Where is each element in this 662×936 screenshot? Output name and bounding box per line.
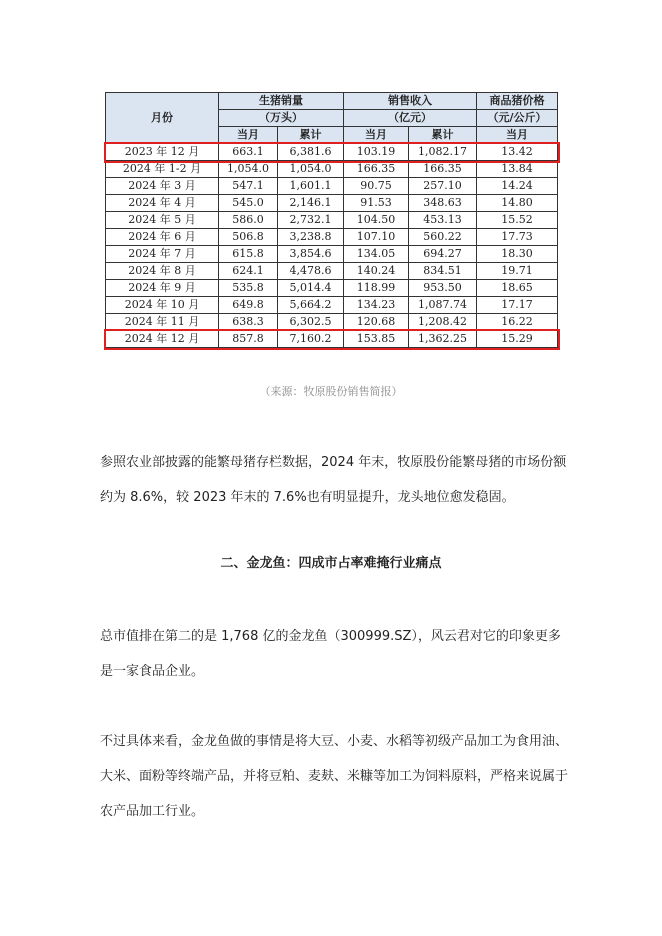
table-cell: 2024 年 4 月: [106, 195, 219, 212]
table-cell: 15.29: [477, 331, 558, 348]
table-cell: 13.42: [477, 144, 558, 161]
header-month: 月份: [106, 93, 219, 144]
header-cum: 累计: [278, 127, 344, 144]
table-row: [106, 161, 558, 178]
table-cell: 2024 年 6 月: [106, 229, 219, 246]
table-cell: 2024 年 1-2 月: [106, 161, 219, 178]
table-cell: 694.27: [409, 246, 477, 263]
table-cell: 649.8: [219, 297, 278, 314]
table-cell: 834.51: [409, 263, 477, 280]
header-cur: 当月: [477, 127, 558, 144]
table-cell: 1,601.1: [278, 178, 344, 195]
table-cell: 19.71: [477, 263, 558, 280]
table-cell: 2023 年 12 月: [106, 144, 219, 161]
table-cell: 545.0: [219, 195, 278, 212]
table-cell: 2,146.1: [278, 195, 344, 212]
table-cell: 16.22: [477, 314, 558, 331]
table-cell: 3,854.6: [278, 246, 344, 263]
table-cell: 586.0: [219, 212, 278, 229]
paragraph: 参照农业部披露的能繁母猪存栏数据，2024 年末，牧原股份能繁母猪的市场份额约为 8.6%，较 2023 年末的 7.6%也有明显提升，龙头地位愈发稳固。: [100, 455, 567, 505]
table-cell: 17.17: [477, 297, 558, 314]
table-cell: 153.85: [344, 331, 409, 348]
table-cell: 15.52: [477, 212, 558, 229]
table-cell: 14.80: [477, 195, 558, 212]
table-row: [106, 195, 558, 212]
table-cell: 134.05: [344, 246, 409, 263]
table-row: [106, 331, 558, 348]
table-cell: 3,238.8: [278, 229, 344, 246]
table-cell: 166.35: [344, 161, 409, 178]
table-cell: 2024 年 12 月: [106, 331, 219, 348]
table-cell: 4,478.6: [278, 263, 344, 280]
table-cell: 2024 年 9 月: [106, 280, 219, 297]
table-cell: 1,054.0: [278, 161, 344, 178]
table-cell: 663.1: [219, 144, 278, 161]
table-row: [106, 280, 558, 297]
table-cell: 2024 年 10 月: [106, 297, 219, 314]
header-revenue-unit: （亿元）: [344, 110, 477, 127]
table-cell: 107.10: [344, 229, 409, 246]
table-cell: 140.24: [344, 263, 409, 280]
table-cell: 90.75: [344, 178, 409, 195]
table-cell: 18.65: [477, 280, 558, 297]
table-cell: 535.8: [219, 280, 278, 297]
table-cell: 615.8: [219, 246, 278, 263]
table-cell: 2,732.1: [278, 212, 344, 229]
table-cell: 953.50: [409, 280, 477, 297]
table-row: [106, 297, 558, 314]
header-cur: 当月: [344, 127, 409, 144]
paragraph: 总市值排在第二的是 1,768 亿的金龙鱼（300999.SZ），风云君对它的印象更多是一家食品企业。: [100, 629, 561, 679]
table-cell: 91.53: [344, 195, 409, 212]
table-cell: 2024 年 5 月: [106, 212, 219, 229]
table-cell: 6,302.5: [278, 314, 344, 331]
table-cell: 857.8: [219, 331, 278, 348]
table-cell: 5,014.4: [278, 280, 344, 297]
table-row: [106, 178, 558, 195]
table-row: [106, 263, 558, 280]
table-cell: 638.3: [219, 314, 278, 331]
table-cell: 17.73: [477, 229, 558, 246]
table-cell: 104.50: [344, 212, 409, 229]
table-cell: 5,664.2: [278, 297, 344, 314]
table-cell: 120.68: [344, 314, 409, 331]
table-caption: （来源：牧原股份销售简报）: [259, 385, 403, 398]
table-cell: 134.23: [344, 297, 409, 314]
table-cell: 118.99: [344, 280, 409, 297]
table-cell: 2024 年 7 月: [106, 246, 219, 263]
table-cell: 1,054.0: [219, 161, 278, 178]
table-cell: 547.1: [219, 178, 278, 195]
table-cell: 6,381.6: [278, 144, 344, 161]
table-row: [106, 212, 558, 229]
sales-table: [105, 92, 558, 348]
table-row: [106, 314, 558, 331]
table-cell: 348.63: [409, 195, 477, 212]
section-heading: 二、金龙鱼：四成市占率难掩行业痛点: [220, 556, 442, 571]
table-cell: 13.84: [477, 161, 558, 178]
header-revenue: 销售收入: [344, 93, 477, 110]
table-cell: 1,362.25: [409, 331, 477, 348]
table-cell: 7,160.2: [278, 331, 344, 348]
table-row: [106, 229, 558, 246]
table-row: [106, 144, 558, 161]
table-cell: 166.35: [409, 161, 477, 178]
table-cell: 2024 年 3 月: [106, 178, 219, 195]
table-cell: 560.22: [409, 229, 477, 246]
table-cell: 14.24: [477, 178, 558, 195]
header-volume: 生猪销量: [219, 93, 344, 110]
table-cell: 257.10: [409, 178, 477, 195]
table-cell: 1,082.17: [409, 144, 477, 161]
table-cell: 18.30: [477, 246, 558, 263]
paragraph: 不过具体来看，金龙鱼做的事情是将大豆、小麦、水稻等初级产品加工为食用油、大米、面粉等终端产品，并将豆粕、麦麸、米糠等加工为饲料原料，严格来说属于农产品加工行业。: [100, 734, 569, 819]
table-cell: 103.19: [344, 144, 409, 161]
table-row: [106, 246, 558, 263]
table-cell: 1,087.74: [409, 297, 477, 314]
header-price: 商品猪价格: [477, 93, 558, 110]
table-cell: 1,208.42: [409, 314, 477, 331]
header-cum: 累计: [409, 127, 477, 144]
table-cell: 506.8: [219, 229, 278, 246]
header-volume-unit: （万头）: [219, 110, 344, 127]
table-cell: 2024 年 8 月: [106, 263, 219, 280]
header-price-unit: （元/公斤）: [477, 110, 558, 127]
table-cell: 2024 年 11 月: [106, 314, 219, 331]
table-cell: 453.13: [409, 212, 477, 229]
header-cur: 当月: [219, 127, 278, 144]
table-cell: 624.1: [219, 263, 278, 280]
